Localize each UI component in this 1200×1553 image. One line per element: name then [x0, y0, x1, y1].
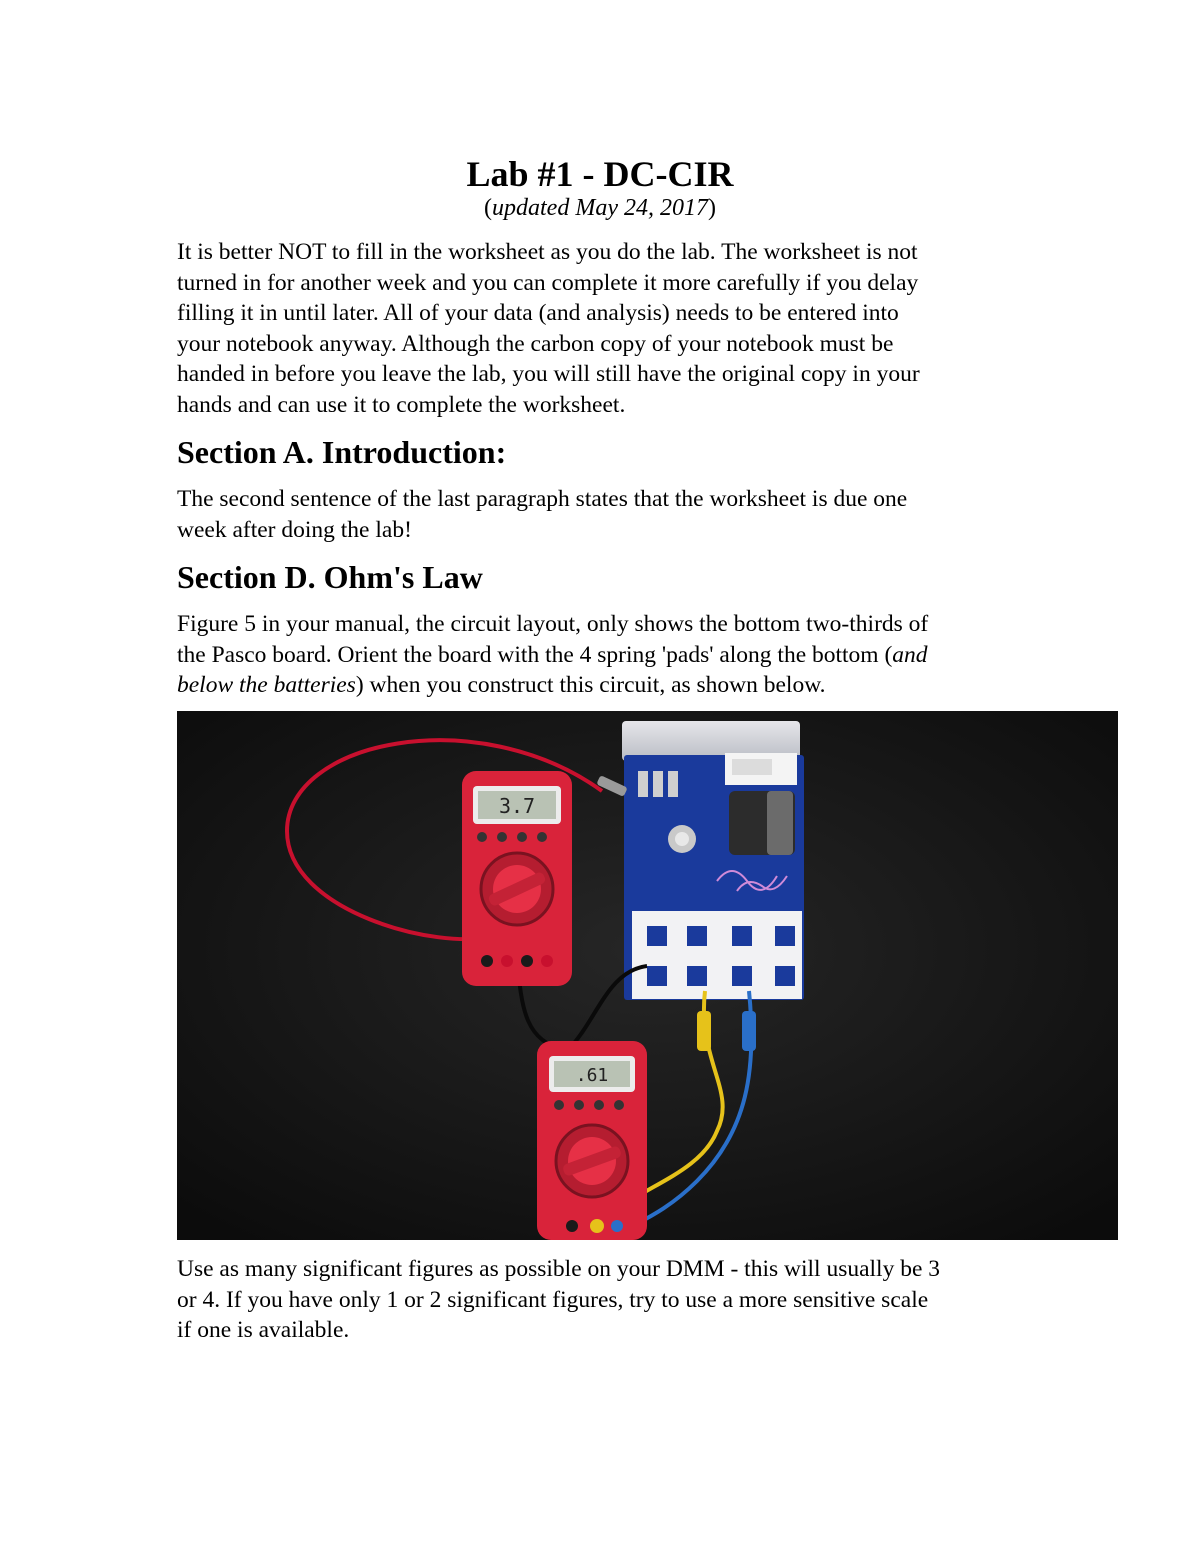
spring-pad [775, 966, 795, 986]
intro-line: turned in for another week and you can complete it more carefully if you delay [177, 269, 919, 296]
section-d-line [177, 670, 1057, 701]
meter-1-jack [501, 955, 513, 967]
section-d-line: Figure 5 in your manual, the circuit layout, only shows the bottom two-thirds of [177, 611, 929, 637]
subtitle-date: updated May 24, 2017 [492, 195, 708, 221]
meter-1-key [517, 832, 527, 842]
meter-1-key [477, 832, 487, 842]
meter-1-jack [481, 955, 493, 967]
sig-figs-line: if one is available. [177, 1317, 350, 1343]
section-a-line: week after doing the lab! [177, 516, 412, 543]
meter-1-jack [521, 955, 533, 967]
meter-1-jack [541, 955, 553, 967]
sig-figs-line: or 4. If you have only 1 or 2 significant figures, try to use a more sensitive scale [177, 1286, 929, 1313]
meter-2-display: .61 [575, 1065, 609, 1086]
section-d-line [177, 640, 1057, 671]
meter-2-key [614, 1100, 624, 1110]
meter-1-display: 3.7 [498, 794, 536, 818]
meter-2-key [594, 1100, 604, 1110]
bulb [675, 832, 689, 846]
spring-pad [732, 926, 752, 946]
section-a-paragraph [177, 484, 1057, 545]
intro-line: It is better NOT to fill in the worksheet as you do the lab. The worksheet is not [177, 239, 918, 265]
section-d-italic-text: below the batteries [177, 672, 356, 698]
meter-2-jack [611, 1220, 623, 1232]
battery-sticker [732, 759, 772, 775]
pasco-board [622, 721, 804, 1000]
multimeter-1 [462, 771, 572, 986]
section-d-text: the Pasco board. Orient the board with the 4 spring 'pads' along the bottom ( [177, 641, 893, 668]
meter-2-key [554, 1100, 564, 1110]
circuit-photo-drawing [177, 711, 1118, 1240]
section-d-italic-text: and [892, 641, 928, 668]
multimeter-2 [537, 1041, 647, 1240]
board-spring [668, 771, 678, 797]
intro-line: filling it in until later. All of your data (and analysis) needs to be entered into [177, 300, 899, 326]
subtitle-close-paren: ) [707, 195, 716, 221]
intro-line: handed in before you leave the lab, you will still have the original copy in your [177, 361, 920, 387]
blue-plug [742, 1011, 756, 1051]
meter-1-key [497, 832, 507, 842]
meter-2-jack [590, 1219, 604, 1233]
circuit-photo [177, 711, 1118, 1240]
section-d-paragraph [177, 609, 1057, 701]
battery-end [767, 791, 793, 855]
subtitle-open-paren: ( [484, 195, 493, 221]
spring-pad [687, 966, 707, 986]
section-d-heading: Section D. Ohm's Law [177, 559, 483, 595]
intro-line: your notebook anyway. Although the carbon copy of your notebook must be [177, 330, 894, 357]
spring-pad [647, 966, 667, 986]
spring-pad [687, 926, 707, 946]
section-a-heading: Section A. Introduction: [177, 434, 507, 470]
spring-pad [732, 966, 752, 986]
yellow-plug [697, 1011, 711, 1051]
board-spring [653, 771, 663, 797]
page-subtitle [0, 192, 1200, 224]
board-spring [638, 771, 648, 797]
meter-1-key [537, 832, 547, 842]
meter-2-jack [566, 1220, 578, 1232]
meter-2-key [574, 1100, 584, 1110]
sig-figs-line: Use as many significant figures as possible on your DMM - this will usually be 3 [177, 1256, 941, 1282]
section-a-line: The second sentence of the last paragraph states that the worksheet is due one [177, 486, 908, 512]
sig-figs-paragraph [177, 1254, 1057, 1346]
page-title: Lab #1 - DC-CIR [466, 154, 734, 194]
intro-line: hands and can use it to complete the worksheet. [177, 391, 626, 418]
intro-paragraph [177, 237, 1057, 420]
spring-pad [647, 926, 667, 946]
spring-pad [775, 926, 795, 946]
section-d-text: ) when you construct this circuit, as shown below. [355, 672, 826, 698]
